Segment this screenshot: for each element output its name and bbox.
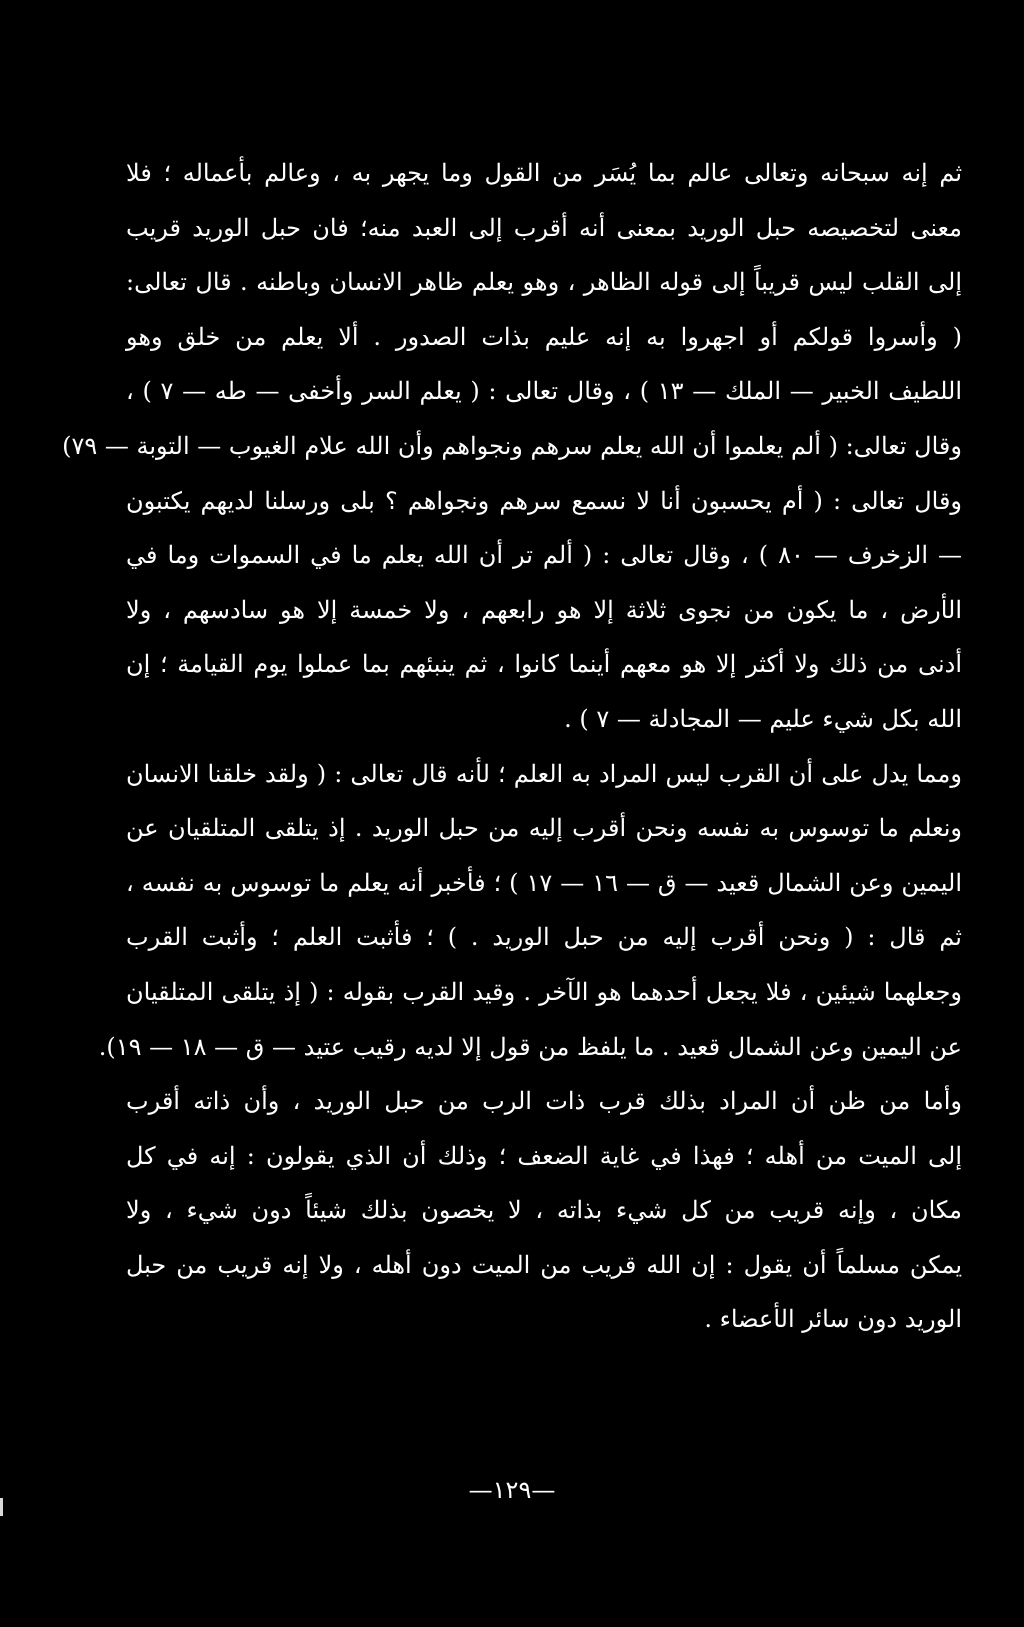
text-line-19: إلى الميت من أهله ؛ فهذا في غاية الضعف ؛ وذلك أن الذي يقولون : إنه في كل [126, 1141, 962, 1170]
text-line-14: اليمين وعن الشمال قعيد — ق — ١٦ — ١٧ ) ؛ فأخبر أنه يعلم ما توسوس به نفسه ، [126, 868, 962, 897]
text-line-15: ثم قال : ( ونحن أقرب إليه من حبل الوريد . ) ؛ فأثبت العلم ؛ وأثبت القرب [126, 923, 962, 952]
text-line-22: الوريد دون سائر الأعضاء . [704, 1305, 962, 1334]
body-text [62, 146, 963, 1347]
page-number: —١٢٩— [468, 1476, 556, 1504]
text-line-9: الأرض ، ما يكون من نجوى ثلاثة إلا هو رابعهم ، ولا خمسة إلا هو سادسهم ، ولا [126, 595, 962, 624]
text-line-7: وقال تعالى : ( أم يحسبون أنا لا نسمع سرهم ونجواهم ؟ بلى ورسلنا لديهم يكتبون [126, 486, 962, 515]
text-line-2: معنى لتخصيصه حبل الوريد بمعنى أنه أقرب إلى العبد منه؛ فان حبل الوريد قريب [126, 213, 962, 242]
text-line-4: ( وأسروا قولكم أو اجهروا به إنه عليم بذات الصدور . ألا يعلم من خلق وهو [126, 322, 962, 351]
text-line-13: ونعلم ما توسوس به نفسه ونحن أقرب إليه من حبل الوريد . إذ يتلقى المتلقيان عن [126, 814, 962, 843]
text-line-5: اللطيف الخبير — الملك — ١٣ ) ، وقال تعالى : ( يعلم السر وأخفى — طه — ٧ ) ، [126, 377, 962, 406]
text-line-20: مكان ، وإنه قريب من كل شيء بذاته ، لا يخصون بذلك شيئاً دون شيء ، ولا [126, 1196, 962, 1225]
text-line-21: يمكن مسلماً أن يقول : إن الله قريب من الميت دون أهله ، ولا إنه قريب من حبل [126, 1250, 963, 1279]
text-line-6: وقال تعالى: ( ألم يعلموا أن الله يعلم سرهم ونجواهم وأن الله علام الغيوب — التوبة — ٧٩) [62, 431, 962, 460]
text-line-3: إلى القلب ليس قريباً إلى قوله الظاهر ، وهو يعلم ظاهر الانسان وباطنه . قال تعالى: [126, 268, 962, 297]
text-line-1: ثم إنه سبحانه وتعالى عالم بما يُسَر من القول وما يجهر به ، وعالم بأعماله ؛ فلا [126, 159, 962, 187]
text-line-11: الله بكل شيء عليم — المجادلة — ٧ ) . [564, 704, 962, 733]
text-line-12: ومما يدل على أن القرب ليس المراد به العلم ؛ لأنه قال تعالى : ( ولقد خلقنا الانسان [126, 759, 963, 788]
text-line-10: أدنى من ذلك ولا أكثر إلا هو معهم أينما كانوا ، ثم ينبئهم بما عملوا يوم القيامة ؛ إن [126, 650, 962, 679]
text-line-18: وأما من ظن أن المراد بذلك قرب ذات الرب من حبل الوريد ، وأن ذاته أقرب [126, 1087, 962, 1116]
text-line-8: — الزخرف — ٨٠ ) ، وقال تعالى : ( ألم تر أن الله يعلم ما في السموات وما في [126, 541, 962, 570]
text-line-16: وجعلهما شيئين ، فلا يجعل أحدهما هو الآخر . وقيد القرب بقوله : ( إذ يتلقى المتلقيان [126, 977, 962, 1006]
text-line-17: عن اليمين وعن الشمال قعيد . ما يلفظ من قول إلا لديه رقيب عتيد — ق — ١٨ — ١٩). [98, 1032, 962, 1061]
scan-edge-mark [0, 1498, 3, 1516]
